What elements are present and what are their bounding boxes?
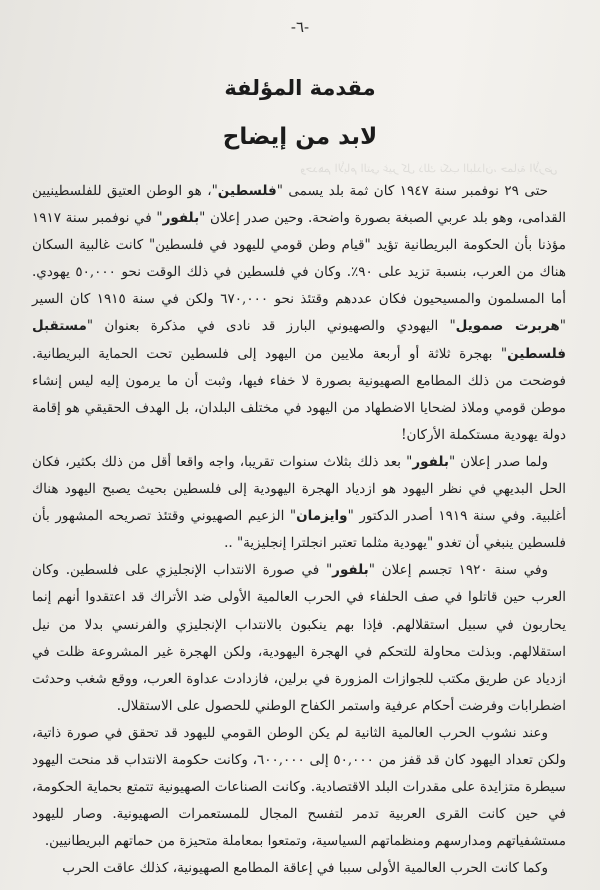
body-text bbox=[32, 178, 566, 882]
show-through-text: وحدهم الأيام التي غير كل ذلك نكب البلدان، حماية الأرض bbox=[300, 162, 558, 175]
page-number: -٦- bbox=[290, 18, 310, 36]
paragraph: وعند نشوب الحرب العالمية الثانية لم يكن الوطن القومي لليهود قد تحقق في صورة ذاتية، ولكن تعداد اليهود كان قد قفز من ٥٠,٠٠٠ إلى ٦٠٠,٠٠٠، وكانت حكومة الانتداب قد منحت اليهود سيطرة متزايدة على مقدرات البلد الاقتصادية. وكانت الصناعات الصهيونية تتمتع بحماية الحكومة، في حين كانت القرى العربية تدمر لتفسح المجال للمستعمرات الصهيونية. وصار لليهود مستشفياتهم ومدارسهم ومنظماتهم السياسية، وتمتعوا بمعاملة متحيزة من حماتهم البريطانيين. bbox=[32, 724, 566, 850]
paragraph: ولما صدر إعلان "بلفور" بعد ذلك بثلاث سنوات تقريبا، واجه واقعا أقل من ذلك بكثير، فكان الحل البديهي في نظر اليهود هو ازدياد الهجرة اليهودية إلى فلسطين بحيث يصبح اليهود هناك أغلبية. وفي سنة ١٩١٩ أصدر الدكتور "وايزمان" الزعيم الصهيوني وقتئذ تصريحه المشهور بأن فلسطين ينبغي أن تغدو "يهودية مثلما تعتبر انجلترا إنجليزية" .. bbox=[32, 453, 566, 552]
bold-term: بلفور bbox=[412, 453, 449, 470]
page-title: مقدمة المؤلفة bbox=[224, 76, 376, 100]
bold-term: وايزمان bbox=[296, 508, 348, 525]
paragraph: وفي سنة ١٩٢٠ تجسم إعلان "بلفور" في صورة الانتداب الإنجليزي على فلسطين. وكان العرب حين قاتلوا في صف الحلفاء في الحرب العالمية الأولى ضد الأتراك قد اعتقدوا أنهم إنما يحاربون في سبيل استقلالهم. فإذا بهم ينكبون بالانتداب الإنجليزي والفرنسي بدلا من نيل استقلالهم. وبذلت محاولة للتحكم في الهجرة اليهودية، ولكن الهجرة غير المشروعة ظلت في ازدياد عن طريق مكتب للجوازات المزورة في برلين، فازدادت عداوة العرب، ووقع شغب وحدثت اضطرابات وفرضت أحكام عرفية واستمر الكفاح الوطني للحصول على الاستقلال. bbox=[32, 562, 566, 714]
bold-term: فلسطين bbox=[217, 183, 277, 199]
bold-term: مستقبل فلسطين bbox=[32, 318, 566, 362]
bold-term: بلفور bbox=[162, 210, 200, 227]
paragraph: حتى ٢٩ نوفمبر سنة ١٩٤٧ كان ثمة بلد يسمى "فلسطين"، هو الوطن العتيق للفلسطينيين القدامى، وهو بلد عربي الصبغة بصورة واضحة. وحين صدر إعلان "بلفور" في نوفمبر سنة ١٩١٧ مؤذنا بأن الحكومة البريطانية تؤيد "قيام وطن قومي لليهود في فلسطين" كانت غالبية السكان هناك من العرب، بنسبة تزيد على ٩٠٪. وكان في فلسطين في ذلك الوقت نحو ٥٠,٠٠٠ يهودي. أما المسلمون والمسيحيون فكان عددهم وقتئذ نحو ٦٧٠,٠٠٠ ولكن في سنة ١٩١٥ كان السير "هربرت صمويل" اليهودي والصهيوني البارز قد نادى في مذكرة بعنوان "مستقبل فلسطين" بهجرة ثلاثة أو أربعة ملايين من اليهود إلى فلسطين تحت الحماية البريطانية. فوضحت من ذلك المطامع الصهيونية بصورة لا خفاء فيها، وثبت أن ما يرمون إليه ليس إنشاء موطن قومي وملاذ لضحايا الاضطهاد من اليهود في مختلف البلدان، بل الهدف الحقيقي هو إقامة دولة يهودية مستكملة الأركان! bbox=[32, 183, 567, 443]
section-heading: لابد من إيضاح bbox=[222, 124, 378, 150]
paragraph: وكما كانت الحرب العالمية الأولى سببا في إعاقة المطامع الصهيونية، كذلك عاقت الحرب bbox=[62, 860, 548, 877]
bold-term: هربرت صمويل bbox=[455, 318, 560, 335]
bold-term: بلفور bbox=[332, 562, 369, 579]
